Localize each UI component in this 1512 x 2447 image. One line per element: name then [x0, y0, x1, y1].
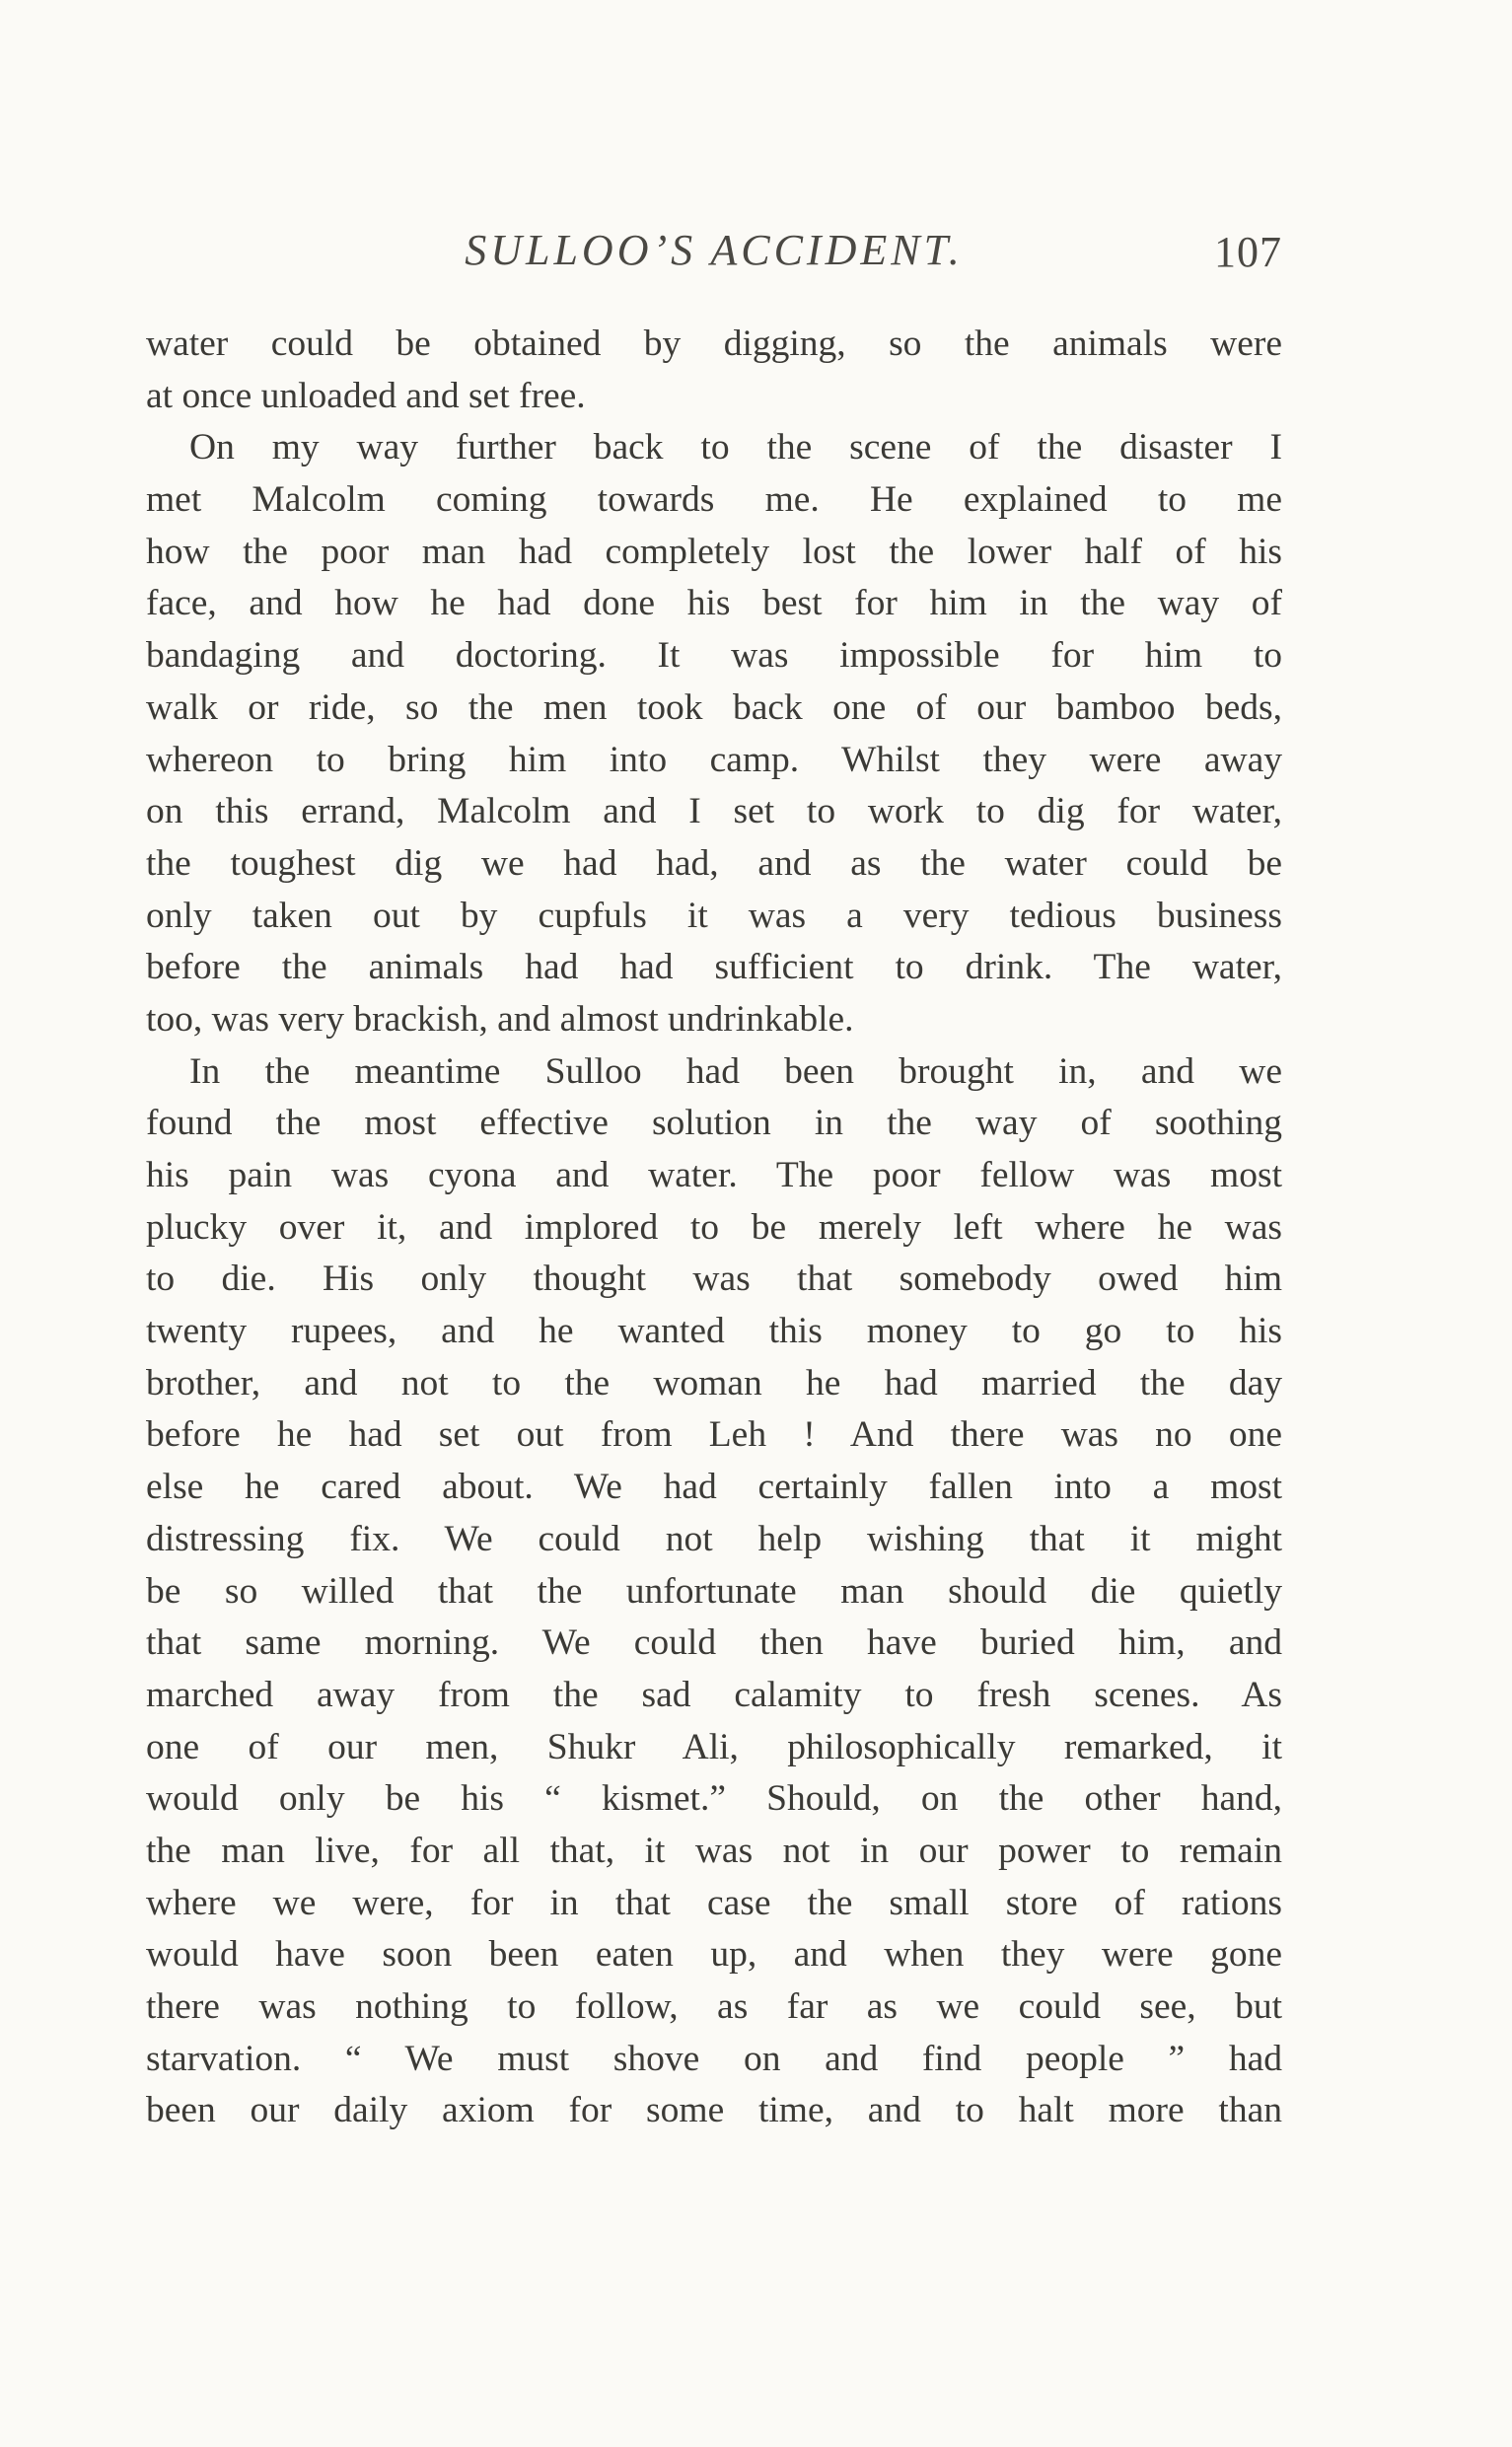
text-line: found the most effective solution in the way of soothing	[146, 1103, 1282, 1144]
text-line: his pain was cyona and water. The poor fellow was most	[146, 1155, 1282, 1195]
page-number: 107	[1214, 228, 1282, 276]
text-line: In the meantime Sulloo had been brought in, and we	[189, 1050, 1282, 1092]
text-line: before the animals had had sufficient to drink. The water,	[146, 947, 1282, 988]
text-line: would have soon been eaten up, and when they were gone	[146, 1934, 1282, 1976]
text-line: starvation. “ We must shove on and find people ” had	[146, 2038, 1282, 2079]
text-line: bandaging and doctoring. It was impossible for him to	[146, 635, 1282, 677]
text-line: plucky over it, and implored to be merely left where he was	[146, 1206, 1282, 1248]
text-line: at once unloaded and set free.	[146, 375, 586, 416]
text-line: water could be obtained by digging, so the animals were	[146, 324, 1282, 364]
text-line: how the poor man had completely lost the lower half of his	[146, 531, 1282, 572]
text-line: before he had set out from Leh ! And there was no one	[146, 1414, 1282, 1456]
text-line: where we were, for in that case the small store of rations	[146, 1882, 1282, 1923]
text-line: there was nothing to follow, as far as we could see, but	[146, 1986, 1282, 2027]
text-line: marched away from the sad calamity to fresh scenes. As	[146, 1674, 1282, 1715]
text-line: face, and how he had done his best for him in the way of	[146, 583, 1282, 624]
text-line: would only be his “ kismet.” Should, on the other hand,	[146, 1778, 1282, 1820]
text-line: met Malcolm coming towards me. He explained to me	[146, 479, 1282, 521]
running-title: SULLOO’S ACCIDENT.	[465, 226, 964, 274]
text-line: the man live, for all that, it was not in our power to remain	[146, 1830, 1282, 1871]
text-line: only taken out by cupfuls it was a very tedious business	[146, 895, 1282, 936]
text-line: to die. His only thought was that somebody owed him	[146, 1259, 1282, 1300]
text-line: the toughest dig we had had, and as the water could be	[146, 842, 1282, 884]
text-line: one of our men, Shukr Ali, philosophically remarked, it	[146, 1726, 1282, 1767]
text-line: too, was very brackish, and almost undrinkable.	[146, 998, 854, 1040]
text-line: whereon to bring him into camp. Whilst they were away	[146, 739, 1282, 780]
text-line: else he cared about. We had certainly fallen into a most	[146, 1467, 1282, 1508]
text-line: distressing fix. We could not help wishing that it might	[146, 1518, 1282, 1559]
running-head	[146, 225, 1282, 294]
text-line: on this errand, Malcolm and I set to work to dig for water,	[146, 791, 1282, 832]
text-line: On my way further back to the scene of the disaster I	[189, 427, 1282, 468]
text-line: walk or ride, so the men took back one of our bamboo beds,	[146, 686, 1282, 728]
text-line: been our daily axiom for some time, and to halt more than	[146, 2090, 1282, 2131]
text-line: twenty rupees, and he wanted this money to go to his	[146, 1311, 1282, 1352]
body-text	[146, 319, 1282, 2137]
text-line: that same morning. We could then have buried him, and	[146, 1622, 1282, 1664]
text-line: be so willed that the unfortunate man should die quietly	[146, 1570, 1282, 1612]
text-line: brother, and not to the woman he had married the day	[146, 1362, 1282, 1403]
